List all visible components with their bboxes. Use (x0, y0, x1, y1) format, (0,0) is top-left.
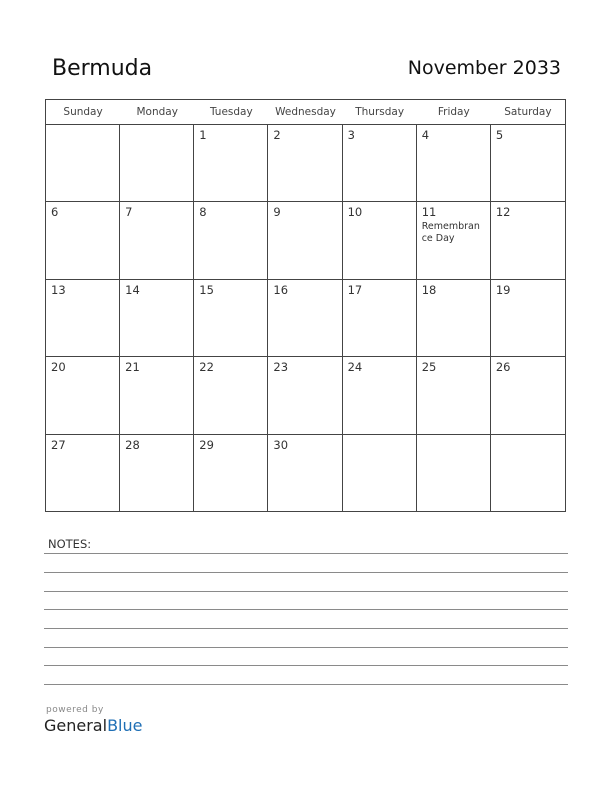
note-line (44, 684, 568, 685)
day-cell (46, 202, 120, 279)
day-number: 23 (273, 360, 289, 375)
day-cell (268, 125, 342, 202)
day-cell (194, 202, 268, 279)
day-number: 16 (273, 282, 289, 297)
weekday-saturday: Saturday (504, 106, 552, 118)
day-number: 13 (51, 282, 66, 297)
month-year-title: November 2033 (407, 57, 561, 79)
powered-by-label: powered by (46, 705, 104, 715)
day-cell (194, 435, 268, 512)
note-line (44, 647, 568, 648)
brand-general: General (44, 716, 108, 735)
note-line (44, 572, 568, 573)
day-cell (194, 357, 268, 434)
day-cell (46, 125, 120, 202)
day-cell (491, 357, 565, 434)
day-number: 15 (199, 282, 214, 297)
day-number: 29 (199, 437, 214, 452)
day-cell (491, 125, 565, 202)
day-number: 25 (421, 360, 437, 375)
day-cell (343, 435, 417, 512)
calendar-grid (45, 99, 566, 512)
day-number: 4 (421, 128, 430, 142)
day-cell (120, 280, 194, 357)
day-number: 14 (125, 282, 140, 297)
holiday-label: Remembrance Day (421, 221, 480, 245)
weekday-monday: Monday (136, 106, 178, 118)
weekday-wednesday: Wednesday (275, 106, 336, 118)
day-number: 1 (199, 128, 207, 142)
day-number: 10 (347, 205, 363, 220)
note-line (44, 553, 568, 554)
country-title: Bermuda (52, 56, 153, 81)
note-line (44, 609, 568, 610)
brand-logo (44, 716, 142, 735)
day-number: 22 (199, 360, 214, 375)
day-cell (46, 357, 120, 434)
day-number: 30 (273, 437, 289, 452)
day-cell (417, 280, 491, 357)
day-number: 11 (421, 205, 437, 220)
day-cell (343, 280, 417, 357)
day-number: 17 (347, 282, 363, 297)
note-line (44, 665, 568, 666)
day-cell (343, 357, 417, 434)
day-number: 5 (495, 128, 504, 142)
day-cell (268, 357, 342, 434)
day-cell (491, 202, 565, 279)
day-cell (194, 280, 268, 357)
day-cell (268, 280, 342, 357)
day-cell (46, 280, 120, 357)
day-number: 28 (125, 437, 140, 452)
day-cell (120, 435, 194, 512)
day-number: 3 (347, 128, 355, 142)
day-number: 26 (495, 360, 511, 375)
weekday-tuesday: Tuesday (209, 106, 253, 118)
day-cell (194, 125, 268, 202)
day-cell (417, 357, 491, 434)
day-cell (417, 202, 491, 279)
brand-blue: Blue (107, 716, 143, 735)
notes-label: NOTES: (48, 537, 92, 551)
weekday-friday: Friday (437, 106, 470, 118)
day-number: 18 (421, 282, 437, 297)
day-number: 21 (125, 360, 140, 375)
day-cell (491, 435, 565, 512)
day-number: 19 (495, 282, 511, 297)
day-cell (343, 125, 417, 202)
day-number: 24 (347, 360, 363, 375)
day-cell (343, 202, 417, 279)
day-cell (120, 125, 194, 202)
weekday-sunday: Sunday (63, 106, 103, 118)
day-number: 20 (51, 360, 66, 375)
day-cell (120, 202, 194, 279)
day-cell (268, 202, 342, 279)
calendar-body (46, 125, 565, 512)
day-cell (417, 125, 491, 202)
day-number: 12 (495, 205, 511, 220)
day-number: 7 (125, 205, 133, 220)
day-number: 2 (273, 128, 281, 142)
day-number: 9 (273, 205, 281, 220)
day-number: 8 (199, 205, 207, 220)
day-cell (120, 357, 194, 434)
day-cell (46, 435, 120, 512)
day-cell (268, 435, 342, 512)
day-number: 6 (51, 205, 59, 220)
note-line (44, 628, 568, 629)
weekday-header-row (46, 100, 565, 125)
day-cell (417, 435, 491, 512)
note-line (44, 591, 568, 592)
day-cell (491, 280, 565, 357)
weekday-thursday: Thursday (355, 106, 405, 118)
day-number: 27 (51, 437, 66, 452)
